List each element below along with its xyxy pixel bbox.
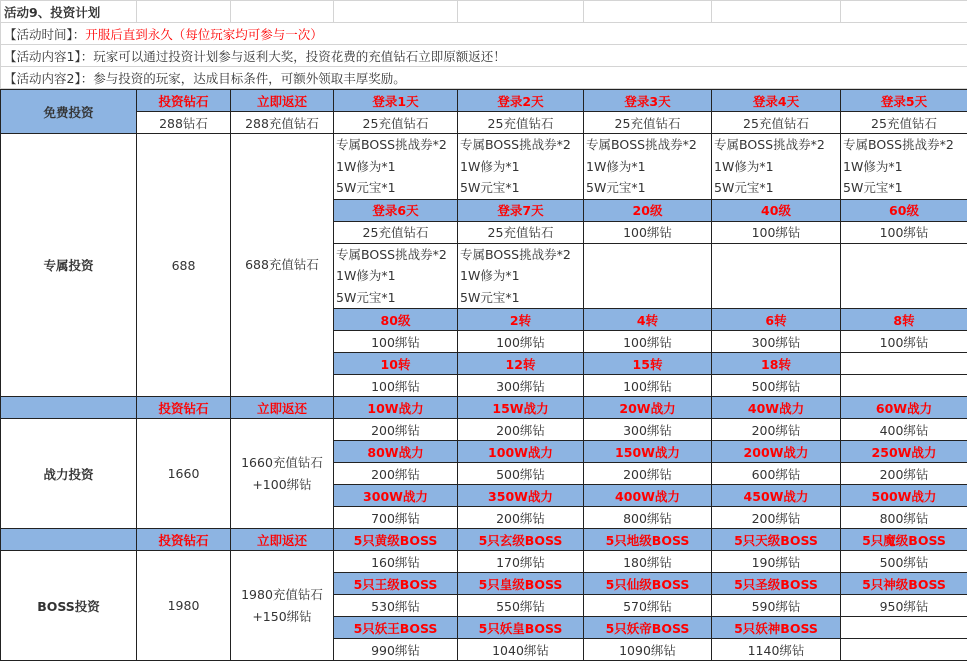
table-row [1, 551, 967, 573]
reward-line: 5W元宝*1 [336, 289, 396, 305]
value-cell: 180绑钻 [584, 551, 712, 573]
header-return: 立即返还 [231, 397, 334, 419]
header-cell: 登录7天 [458, 199, 584, 221]
header-cell: 100W战力 [458, 441, 584, 463]
value-cell: 100绑钻 [458, 331, 584, 353]
reward-line: 5W元宝*1 [843, 180, 903, 195]
reward-cell [712, 134, 841, 200]
reward-line: 专属BOSS挑战券*2 [336, 137, 447, 152]
header-invest: 投资钻石 [137, 529, 231, 551]
header-cell: 5只玄级BOSS [458, 529, 584, 551]
table-row [1, 112, 967, 134]
value-cell: 200绑钻 [841, 463, 967, 485]
header-cell: 40W战力 [712, 397, 841, 419]
header-cell: 60W战力 [841, 397, 967, 419]
header-invest: 投资钻石 [137, 397, 231, 419]
header-cell: 15转 [584, 353, 712, 375]
return-line: +100绑钻 [252, 476, 312, 492]
section-header-blank [1, 529, 137, 551]
header-cell [841, 617, 967, 639]
header-cell: 5只地级BOSS [584, 529, 712, 551]
section-name: BOSS投资 [1, 551, 137, 661]
value-cell: 200绑钻 [334, 463, 458, 485]
table-row [1, 90, 967, 112]
value-cell: 160绑钻 [334, 551, 458, 573]
value-cell: 100绑钻 [584, 221, 712, 243]
value-cell: 200绑钻 [334, 419, 458, 441]
value-cell: 570绑钻 [584, 595, 712, 617]
header-cell: 5只王级BOSS [334, 573, 458, 595]
value-cell: 25充值钻石 [458, 221, 584, 243]
header-cell: 60级 [841, 199, 967, 221]
value-cell: 100绑钻 [334, 331, 458, 353]
reward-cell [712, 243, 841, 309]
section-name: 免费投资 [1, 90, 137, 134]
table-row [1, 419, 967, 441]
value-cell: 530绑钻 [334, 595, 458, 617]
header-return: 立即返还 [231, 529, 334, 551]
reward-line: 1W修为*1 [460, 268, 520, 283]
reward-line: 5W元宝*1 [460, 289, 520, 305]
header-cell: 5只神级BOSS [841, 573, 967, 595]
value-cell: 1090绑钻 [584, 639, 712, 661]
header-cell: 2转 [458, 309, 584, 331]
return-line: 688充值钻石 [245, 257, 319, 272]
header-cell: 8转 [841, 309, 967, 331]
header-cell: 80级 [334, 309, 458, 331]
reward-cell [334, 243, 458, 309]
reward-line: 1W修为*1 [843, 158, 903, 174]
section-name: 战力投资 [1, 419, 137, 529]
section-name: 专属投资 [1, 134, 137, 397]
reward-line: 5W元宝*1 [714, 180, 774, 195]
header-cell: 5只魔级BOSS [841, 529, 967, 551]
value-cell: 990绑钻 [334, 639, 458, 661]
reward-line: 1W修为*1 [336, 158, 396, 174]
header-cell: 80W战力 [334, 441, 458, 463]
value-cell: 100绑钻 [584, 331, 712, 353]
header-cell: 10转 [334, 353, 458, 375]
reward-line: 5W元宝*1 [336, 180, 396, 195]
reward-line: 专属BOSS挑战券*2 [714, 137, 825, 152]
section-header-blank [1, 397, 137, 419]
value-cell: 25充值钻石 [334, 221, 458, 243]
header-cell: 18转 [712, 353, 841, 375]
header-cell: 登录5天 [841, 90, 967, 112]
instant-return [231, 134, 334, 397]
value-cell: 600绑钻 [712, 463, 841, 485]
header-cell: 200W战力 [712, 441, 841, 463]
value-cell: 200绑钻 [712, 507, 841, 529]
invest-amount: 1660 [137, 419, 231, 529]
header-cell: 40级 [712, 199, 841, 221]
header-cell: 登录3天 [584, 90, 712, 112]
reward-cell [458, 134, 584, 200]
value-cell: 25充值钻石 [334, 112, 458, 134]
header-cell: 5只天级BOSS [712, 529, 841, 551]
header-cell: 10W战力 [334, 397, 458, 419]
value-cell: 300绑钻 [584, 419, 712, 441]
header-cell: 5只妖皇BOSS [458, 617, 584, 639]
reward-cell [584, 134, 712, 200]
return-line: 1980充值钻石 [241, 586, 323, 602]
investment-table [0, 89, 967, 661]
value-cell: 500绑钻 [458, 463, 584, 485]
intro-time: 【活动时间】：开服后直到永久（每位玩家均可参与一次） [1, 23, 967, 45]
value-cell [841, 639, 967, 661]
value-cell: 800绑钻 [841, 507, 967, 529]
value-cell: 25充值钻石 [712, 112, 841, 134]
value-cell: 1140绑钻 [712, 639, 841, 661]
value-cell: 100绑钻 [841, 221, 967, 243]
value-cell: 200绑钻 [458, 507, 584, 529]
value-cell: 190绑钻 [712, 551, 841, 573]
header-cell: 登录2天 [458, 90, 584, 112]
header-cell: 5只妖帝BOSS [584, 617, 712, 639]
invest-amount: 288钻石 [137, 112, 231, 134]
value-cell: 300绑钻 [458, 375, 584, 397]
header-invest: 投资钻石 [137, 90, 231, 112]
reward-cell [841, 134, 967, 200]
header-cell: 4转 [584, 309, 712, 331]
header-cell: 5只仙级BOSS [584, 573, 712, 595]
invest-amount: 688 [137, 134, 231, 397]
instant-return [231, 551, 334, 661]
return-line: 1660充值钻石 [241, 454, 323, 470]
return-line: +150绑钻 [252, 608, 312, 624]
value-cell: 25充值钻石 [584, 112, 712, 134]
header-cell: 12转 [458, 353, 584, 375]
reward-cell [334, 134, 458, 200]
value-cell: 950绑钻 [841, 595, 967, 617]
header-cell: 250W战力 [841, 441, 967, 463]
value-cell: 100绑钻 [334, 375, 458, 397]
table-row [1, 397, 967, 419]
header-cell: 登录1天 [334, 90, 458, 112]
reward-cell [584, 243, 712, 309]
reward-line: 专属BOSS挑战券*2 [336, 246, 447, 262]
value-cell: 25充值钻石 [458, 112, 584, 134]
value-cell: 500绑钻 [841, 551, 967, 573]
instant-return [231, 419, 334, 529]
header-cell: 5只皇级BOSS [458, 573, 584, 595]
value-cell: 100绑钻 [712, 221, 841, 243]
header-cell: 6转 [712, 309, 841, 331]
table-row [1, 529, 967, 551]
intro-table [0, 0, 967, 89]
value-cell: 300绑钻 [712, 331, 841, 353]
header-cell: 5只黄级BOSS [334, 529, 458, 551]
invest-amount: 1980 [137, 551, 231, 661]
reward-cell [458, 243, 584, 309]
header-cell: 5只妖王BOSS [334, 617, 458, 639]
header-cell: 500W战力 [841, 485, 967, 507]
header-cell: 登录6天 [334, 199, 458, 221]
table-row [1, 134, 967, 200]
header-cell: 20W战力 [584, 397, 712, 419]
page-title: 活动9、投资计划 [1, 1, 137, 23]
value-cell: 1040绑钻 [458, 639, 584, 661]
value-cell: 200绑钻 [584, 463, 712, 485]
instant-return: 288充值钻石 [231, 112, 334, 134]
value-cell: 590绑钻 [712, 595, 841, 617]
value-cell: 25充值钻石 [841, 112, 967, 134]
reward-line: 1W修为*1 [586, 158, 646, 174]
reward-line: 专属BOSS挑战券*2 [586, 137, 697, 152]
header-cell: 350W战力 [458, 485, 584, 507]
value-cell: 170绑钻 [458, 551, 584, 573]
reward-cell [841, 243, 967, 309]
value-cell: 800绑钻 [584, 507, 712, 529]
header-cell: 450W战力 [712, 485, 841, 507]
value-cell: 550绑钻 [458, 595, 584, 617]
reward-line: 专属BOSS挑战券*2 [460, 246, 571, 262]
value-cell: 700绑钻 [334, 507, 458, 529]
header-cell: 5只妖神BOSS [712, 617, 841, 639]
reward-line: 专属BOSS挑战券*2 [843, 137, 954, 152]
header-cell: 登录4天 [712, 90, 841, 112]
reward-line: 5W元宝*1 [586, 180, 646, 195]
reward-line: 1W修为*1 [336, 268, 396, 283]
value-cell: 400绑钻 [841, 419, 967, 441]
intro-content-1: 【活动内容1】：玩家可以通过投资计划参与返利大奖，投资花费的充值钻石立即原额返还！ [1, 45, 967, 67]
reward-line: 1W修为*1 [460, 158, 520, 174]
intro-content-2: 【活动内容2】：参与投资的玩家，达成目标条件，可额外领取丰厚奖励。 [1, 67, 967, 89]
reward-line: 5W元宝*1 [460, 180, 520, 195]
value-cell: 200绑钻 [458, 419, 584, 441]
value-cell: 100绑钻 [584, 375, 712, 397]
value-cell: 200绑钻 [712, 419, 841, 441]
header-cell: 5只圣级BOSS [712, 573, 841, 595]
value-cell: 500绑钻 [712, 375, 841, 397]
header-cell: 300W战力 [334, 485, 458, 507]
reward-line: 1W修为*1 [714, 158, 774, 174]
header-cell [841, 353, 967, 375]
value-cell: 100绑钻 [841, 331, 967, 353]
header-cell: 400W战力 [584, 485, 712, 507]
header-cell: 20级 [584, 199, 712, 221]
header-cell: 15W战力 [458, 397, 584, 419]
reward-line: 专属BOSS挑战券*2 [460, 137, 571, 152]
header-return: 立即返还 [231, 90, 334, 112]
header-cell: 150W战力 [584, 441, 712, 463]
value-cell [841, 375, 967, 397]
